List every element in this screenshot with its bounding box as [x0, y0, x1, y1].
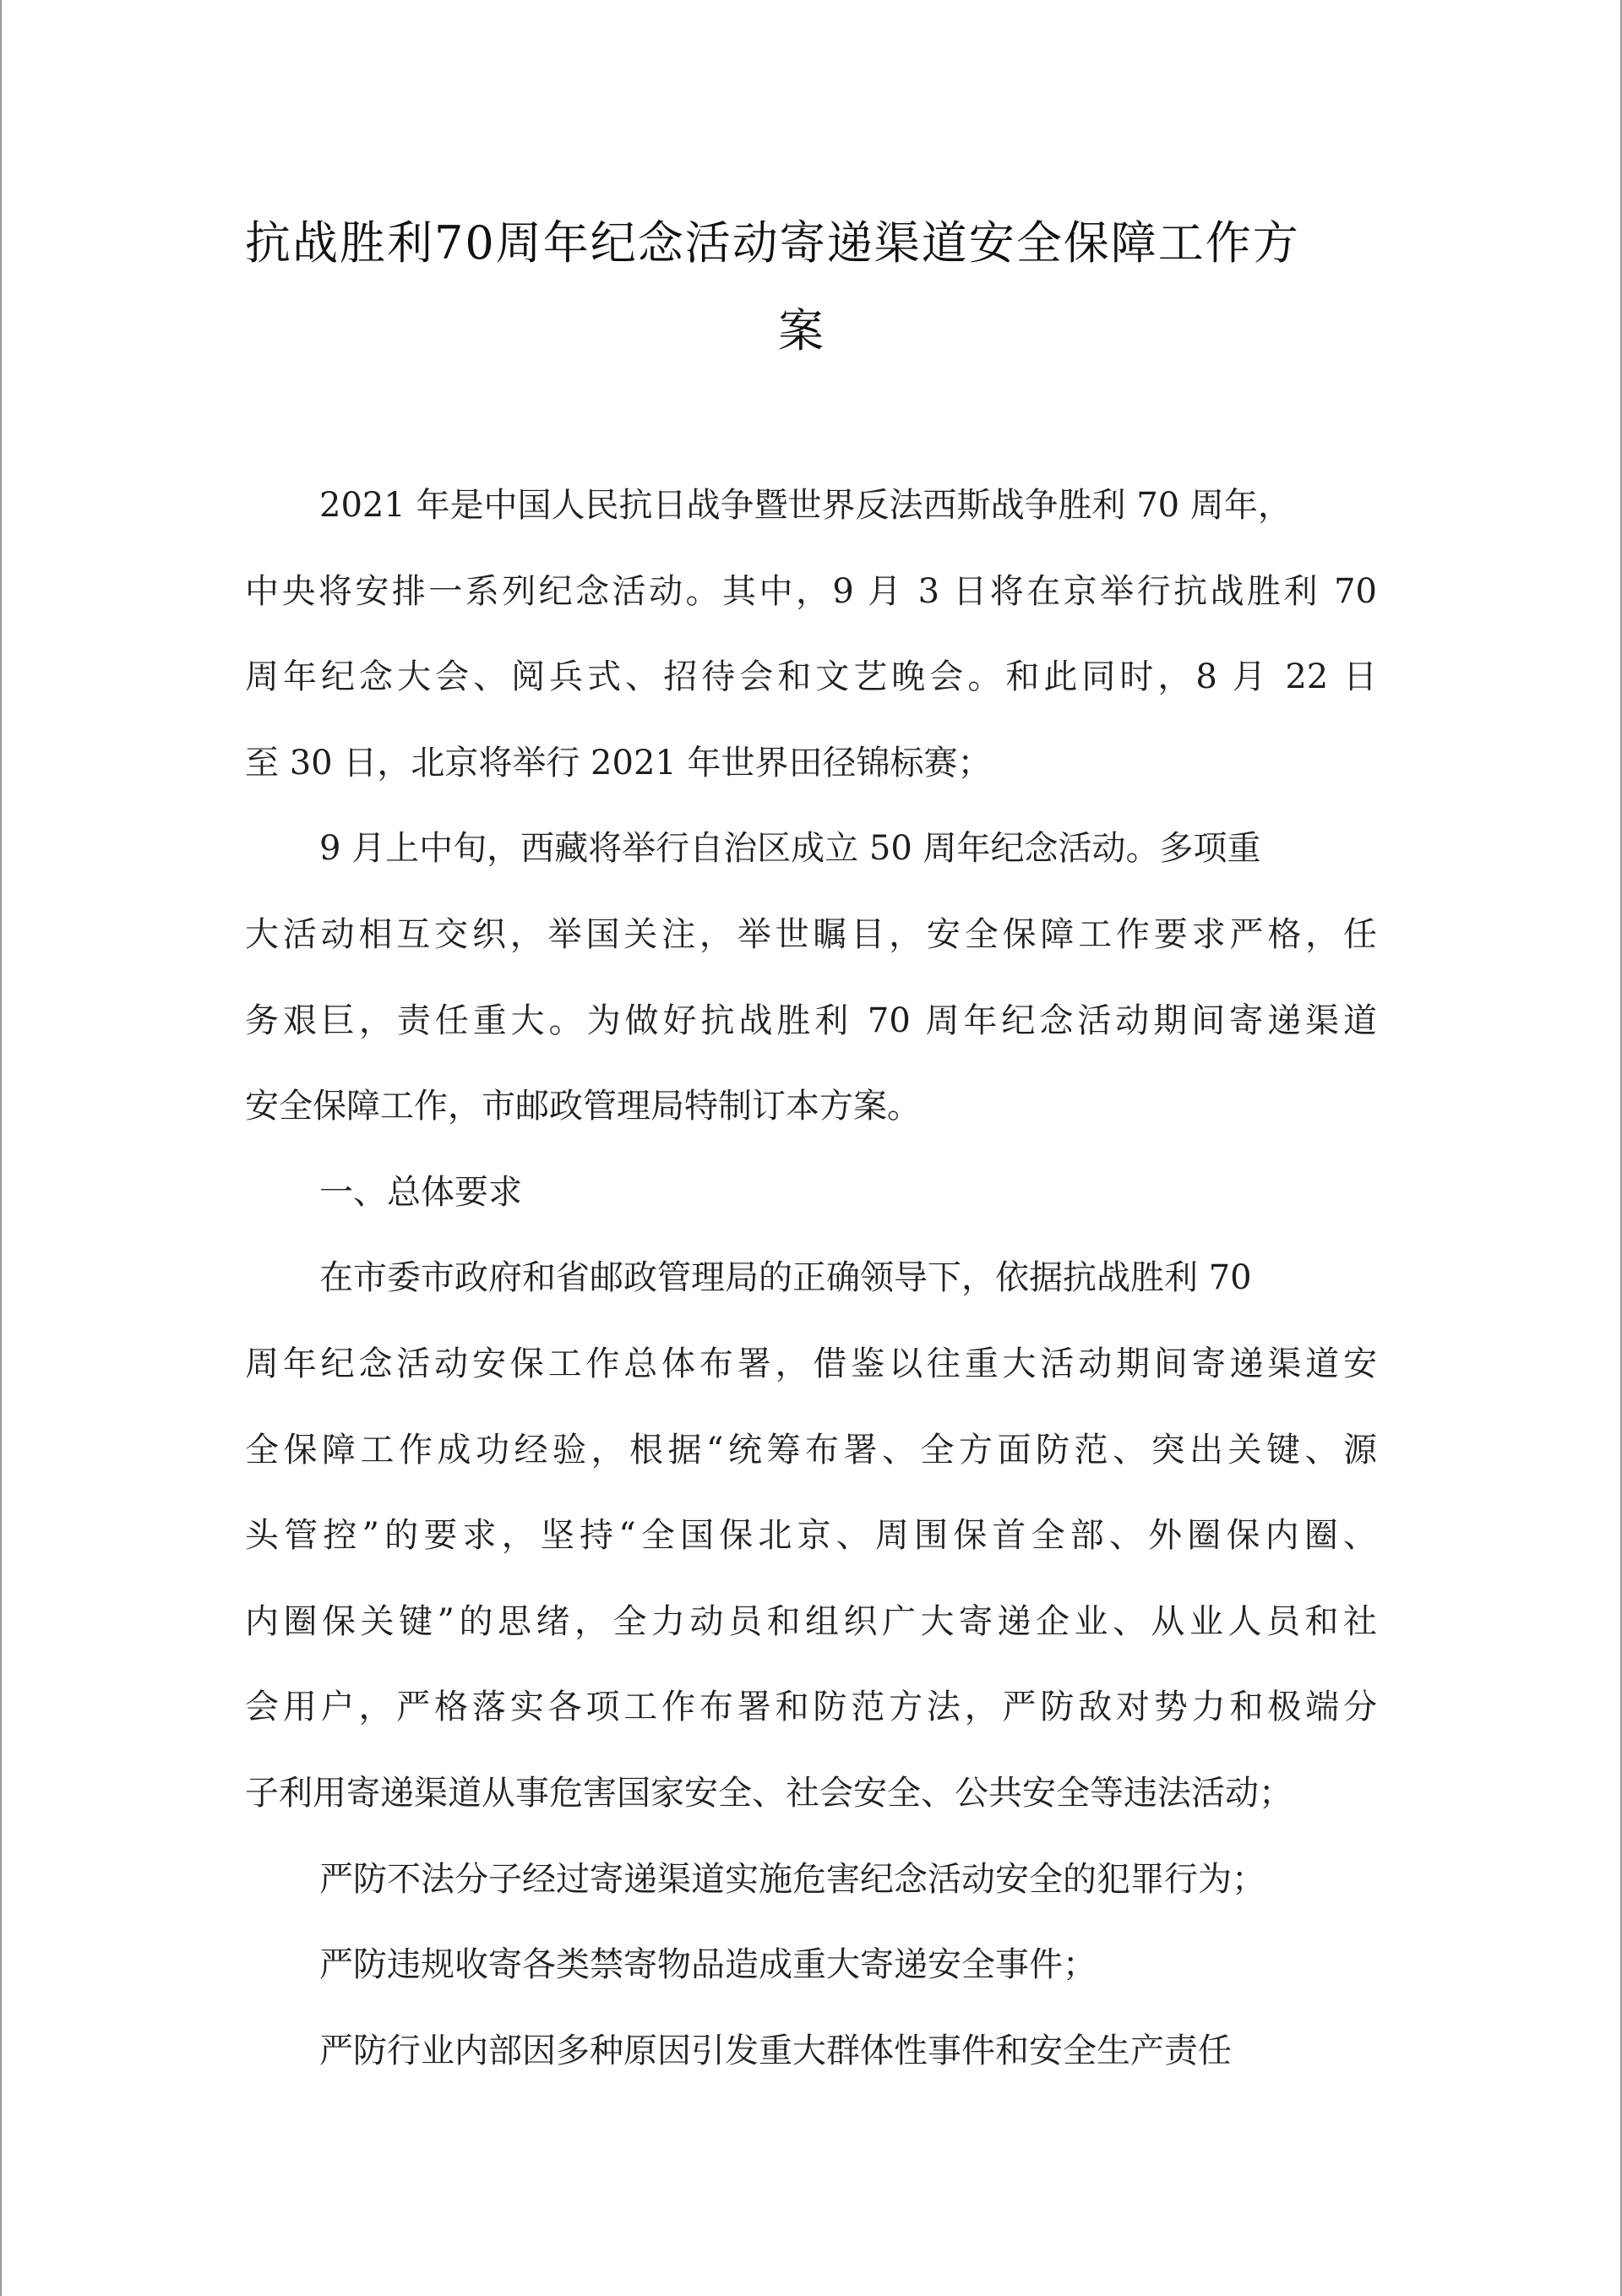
paragraph-2-line-3: 务艰巨，责任重大。为做好抗战胜利 70 周年纪念活动期间寄递渠道	[245, 1001, 1377, 1040]
paragraph-1-line-2: 中央将安排一系列纪念活动。其中，9 月 3 日将在京举行抗战胜利 70	[245, 571, 1377, 611]
page-left-border	[0, 0, 2, 2296]
paragraph-1-line-1: 2021 年是中国人民抗日战争暨世界反法西斯战争胜利 70 周年，	[319, 486, 1292, 525]
document-title	[245, 199, 1377, 375]
paragraph-3-line-6: 会用户，严格落实各项工作布署和防范方法，严防敌对势力和极端分	[245, 1688, 1377, 1727]
paragraph-6-line-1: 严防行业内部因多种原因引发重大群体性事件和安全生产责任	[319, 2031, 1232, 2070]
paragraph-3-line-2: 周年纪念活动安保工作总体布署，借鉴以往重大活动期间寄递渠道安	[245, 1344, 1377, 1383]
paragraph-3-line-3: 全保障工作成功经验，根据“统筹布署、全方面防范、突出关键、源	[245, 1430, 1377, 1470]
paragraph-5-line-1: 严防违规收寄各类禁寄物品造成重大寄递安全事件；	[319, 1945, 1097, 1985]
paragraph-1-line-3: 周年纪念大会、阅兵式、招待会和文艺晚会。和此同时，8 月 22 日	[245, 657, 1377, 697]
paragraph-3-line-5: 内圈保关键”的思绪，全力动员和组织广大寄递企业、从业人员和社	[245, 1601, 1377, 1641]
paragraph-2-line-4: 安全保障工作，市邮政管理局特制订本方案。	[245, 1087, 921, 1126]
paragraph-4-line-1: 严防不法分子经过寄递渠道实施危害纪念活动安全的犯罪行为；	[319, 1859, 1265, 1899]
document-body	[245, 463, 1377, 2094]
paragraph-3-line-7: 子利用寄递渠道从事危害国家安全、社会安全、公共安全等违法活动；	[245, 1773, 1293, 1813]
paragraph-3-line-4: 头管控”的要求，坚持“全国保北京、周围保首全部、外圈保内圈、	[245, 1516, 1377, 1556]
paragraph-2-line-1: 9 月上中旬，西藏将举行自治区成立 50 周年纪念活动。多项重	[319, 829, 1261, 869]
paragraph-3-line-1: 在市委市政府和省邮政管理局的正确领导下，依据抗战胜利 70	[319, 1258, 1252, 1298]
title-line-1: 抗战胜利70周年纪念活动寄递渠道安全保障工作方	[245, 216, 1300, 270]
paragraph-1-line-4: 至 30 日，北京将举行 2021 年世界田径锦标赛；	[245, 743, 992, 783]
section-heading-1: 一、总体要求	[319, 1172, 522, 1212]
title-line-2: 案	[778, 304, 825, 357]
paragraph-2-line-2: 大活动相互交织，举国关注，举世瞩目，安全保障工作要求严格，任	[245, 914, 1377, 954]
